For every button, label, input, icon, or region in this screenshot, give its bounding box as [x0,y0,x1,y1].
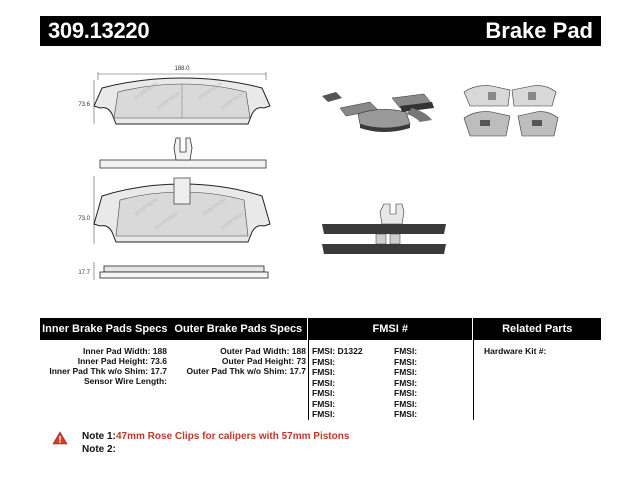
notes-section [52,430,349,456]
svg-text:STOPTECH: STOPTECH [155,91,182,112]
fmsi-entry: FMSI: [394,367,418,377]
svg-text:STOPTECH: STOPTECH [219,91,246,112]
product-type: Brake Pad [485,18,593,43]
outer-specs-header: Outer Brake Pads Specs [174,323,303,335]
svg-text:STOPTECH: STOPTECH [133,197,160,218]
inner-specs-header: Inner Brake Pads Specs [42,323,168,335]
specs-table [40,318,601,420]
width-dim-label: 188.0 [174,66,190,72]
inner-spec-row: Inner Pad Width: 188 [83,346,167,356]
inner-spec-row: Inner Pad Thk w/o Shim: 17.7 [49,366,167,376]
inner-spec-row: Inner Pad Height: 73.6 [77,356,167,366]
note1-text: 47mm Rose Clips for calipers with 57mm Pistons [116,431,350,442]
related-parts-column [473,340,601,420]
fmsi-entry: FMSI: [394,377,418,388]
note1-label: Note 1: [82,431,116,442]
wear-clip-drawing [100,138,266,168]
inner-spec-row: Sensor Wire Length: [83,376,167,386]
outer-height-dim-label: 73.0 [78,216,90,222]
fmsi-entry: FMSI: [312,356,336,367]
fmsi-entry: FMSI: [394,346,418,356]
fmsi-entry: FMSI: [394,398,418,409]
outer-pad-drawing [78,176,270,244]
inner-height-dim-label: 73.6 [78,102,90,108]
fmsi-header: FMSI # [307,318,472,340]
inner-pad-drawing [78,78,270,124]
svg-text:STOPTECH: STOPTECH [153,211,180,232]
part-number: 309.13220 [48,18,150,43]
svg-text:STOPTECH: STOPTECH [197,81,224,102]
inner-specs-column [40,340,170,420]
fmsi-entry: FMSI: [394,356,418,367]
fmsi-entry: FMSI: D1322 [312,346,363,356]
pads-with-hardware-photo [322,92,434,132]
technical-drawings [40,48,601,318]
pad-side-profile-photo [322,204,446,254]
fmsi-entry: FMSI: [312,388,336,398]
header-bar [40,16,601,46]
outer-spec-row: Outer Pad Width: 188 [220,346,306,356]
fmsi-entry: FMSI: [312,398,336,409]
fmsi-entry: FMSI: [312,367,336,377]
fmsi-column [308,340,473,420]
svg-text:STOPTECH: STOPTECH [133,81,160,102]
fmsi-entry: FMSI: [394,388,418,398]
fmsi-entry: FMSI: [312,377,336,388]
outer-spec-row: Outer Pad Thk w/o Shim: 17.7 [186,366,306,376]
outer-specs-column [170,340,308,420]
thickness-side-view [78,262,268,280]
svg-text:STOPTECH: STOPTECH [219,211,246,232]
pad-faces-photo [464,86,558,136]
hardware-kit-entry: Hardware Kit #: [484,346,547,356]
outer-spec-row: Outer Pad Height: 73 [221,356,306,366]
specs-table-body [40,340,601,420]
fmsi-entry: FMSI: [312,409,336,419]
note2-label: Note 2: [82,444,116,455]
related-parts-header: Related Parts [472,318,601,340]
specs-table-header [40,318,601,340]
fmsi-entry: FMSI: [394,409,418,419]
svg-text:STOPTECH: STOPTECH [201,197,228,218]
thickness-dim-label: 17.7 [78,270,90,276]
